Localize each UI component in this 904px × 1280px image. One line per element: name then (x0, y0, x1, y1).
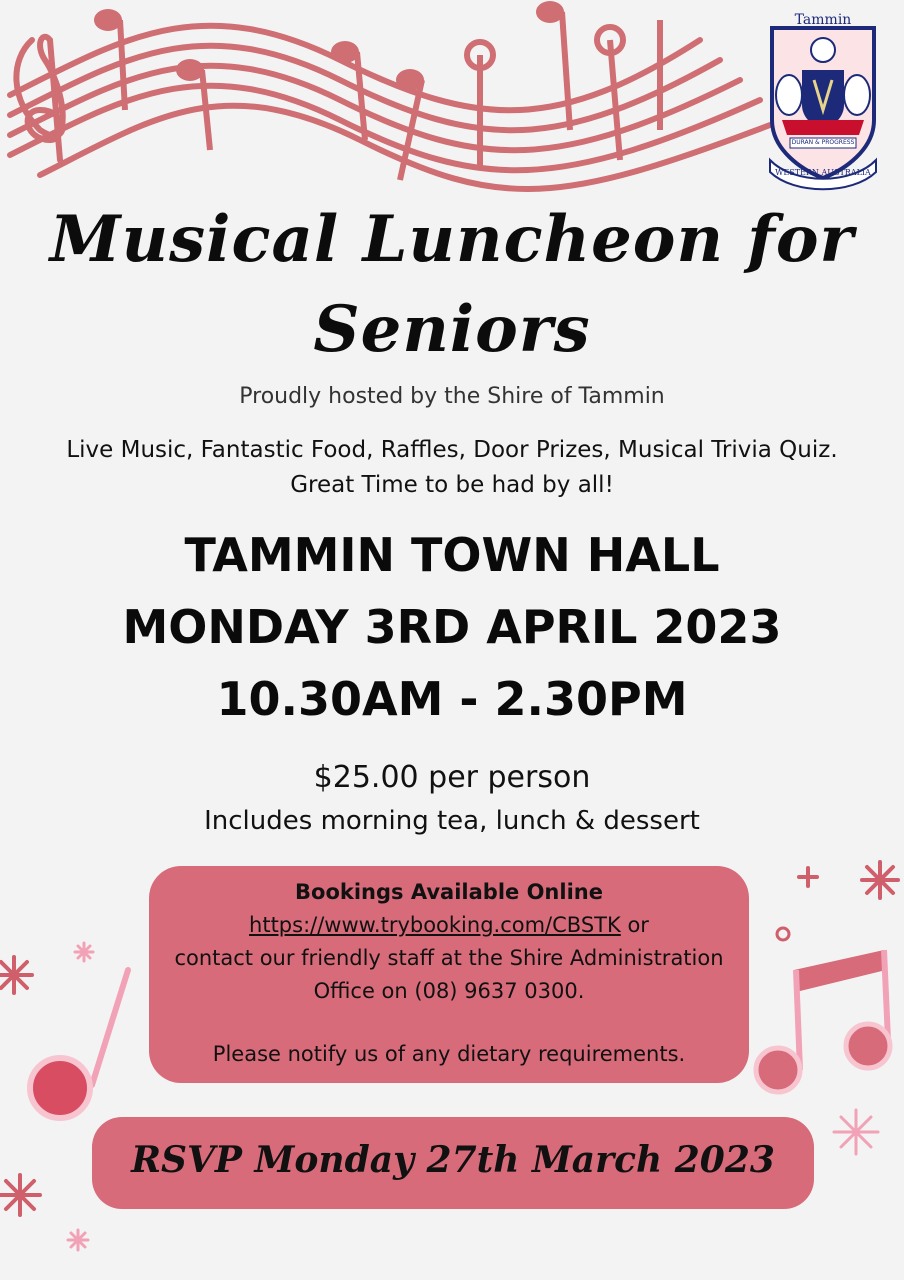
price: $25.00 per person (313, 760, 591, 795)
lead-line-2: Great Time to be had by all! (290, 472, 614, 498)
right-music-note-icon (756, 950, 890, 1092)
shire-crest (764, 10, 882, 194)
booking-link[interactable]: https://www.trybooking.com/CBSTK (249, 913, 621, 937)
lead-line-1: Live Music, Fantastic Food, Raffles, Door Prizes, Musical Trivia Quiz. (66, 437, 838, 463)
crest-title: Tammin (794, 12, 852, 28)
subtitle: Proudly hosted by the Shire of Tammin (239, 384, 665, 409)
booking-contact-line-1: contact our friendly staff at the Shire Administration (174, 946, 724, 970)
left-music-note-icon (30, 970, 128, 1118)
event-date: MONDAY 3RD APRIL 2023 (122, 600, 782, 654)
booking-link-suffix: or (620, 913, 649, 937)
booking-contact-line-2: Office on (08) 9637 0300. (313, 979, 585, 1003)
crest-motto: DURAN & PROGRESS (791, 139, 855, 146)
crest-bottom-text: WESTERN AUSTRALIA (775, 168, 871, 177)
booking-panel (149, 866, 749, 1083)
booking-heading: Bookings Available Online (295, 880, 603, 904)
dietary-note: Please notify us of any dietary requirements. (212, 1042, 686, 1066)
rsvp-banner (92, 1117, 814, 1209)
venue-name: TAMMIN TOWN HALL (184, 528, 720, 582)
rsvp-text: RSVP Monday 27th March 2023 (131, 1139, 775, 1181)
event-time: 10.30AM - 2.30PM (216, 672, 688, 726)
title-line-1: Musical Luncheon for (49, 202, 855, 277)
booking-link-line (149, 909, 749, 942)
title-line-2: Seniors (313, 292, 591, 367)
includes-text: Includes morning tea, lunch & dessert (204, 806, 700, 836)
